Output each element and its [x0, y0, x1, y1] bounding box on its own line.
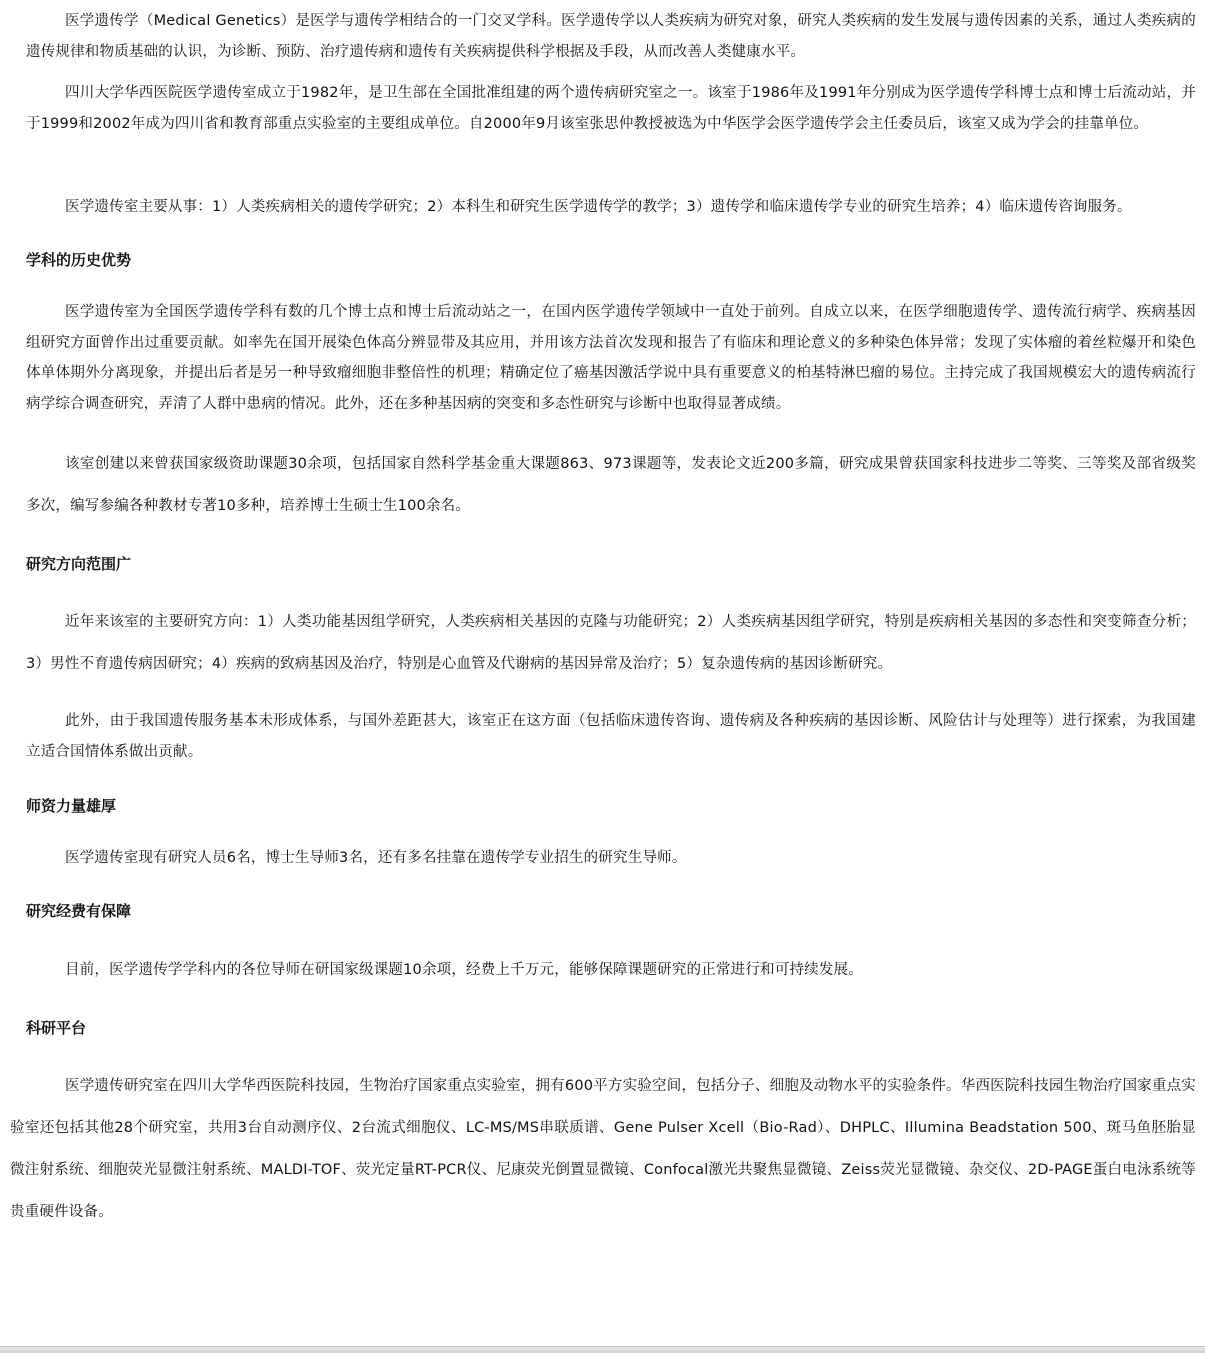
platform-paragraph-1 [10, 1065, 1196, 1233]
intro-text-1: 医学遗传学（Medical Genetics）是医学与遗传学相结合的一门交叉学科。医学遗传学以人类疾病为研究对象，研究人类疾病的发生发展与遗传因素的关系，通过人类疾病的遗传规律和物质基础的认识，为诊断、预防、治疗遗传病和遗传有关疾病提供科学根据及手段，从而改善人类健康水平。 [26, 13, 1196, 60]
history-text-2: 该室创建以来曾获国家级资助课题30余项，包括国家自然科学基金重大课题863、973课题等，发表论文近200多篇，研究成果曾获国家科技进步二等奖、三等奖及部省级奖多次，编写参编各种教材专著10多种，培养博士生硕士生100余名。 [26, 456, 1196, 514]
intro-paragraph-1 [26, 6, 1196, 67]
history-heading: 学科的历史优势 [26, 251, 132, 269]
history-paragraph-1 [26, 297, 1196, 419]
history-text-1: 医学遗传室为全国医学遗传学科有数的几个博士点和博士后流动站之一，在国内医学遗传学领域中一直处于前列。自成立以来，在医学细胞遗传学、遗传流行病学、疾病基因组研究方面曾作出过重要贡献。如率先在国开展染色体高分辨显带及其应用，并用该方法首次发现和报告了有临床和理论意义的多种染色体异常；发现了实体瘤的着丝粒爆开和染色体单体期外分离现象，并提出后者是另一种导致瘤细胞非整倍性的机理；精确定位了癌基因激活学说中具有重要意义的柏基特淋巴瘤的易位。主持完成了我国规模宏大的遗传病流行病学综合调查研究，弄清了人群中患病的情况。此外，还在多种基因病的突变和多态性研究与诊断中也取得显著成绩。 [26, 304, 1196, 412]
platform-heading: 科研平台 [26, 1019, 87, 1037]
history-section-heading [26, 250, 1196, 270]
research-text-2: 此外，由于我国遗传服务基本未形成体系，与国外差距甚大，该室正在这方面（包括临床遗传咨询、遗传病及各种疾病的基因诊断、风险估计与处理等）进行探索，为我国建立适合国情体系做出贡献。 [26, 713, 1196, 760]
research-paragraph-1 [26, 601, 1196, 685]
faculty-section-heading [26, 796, 1196, 816]
faculty-heading: 师资力量雄厚 [26, 797, 117, 815]
platform-section-heading [26, 1018, 1196, 1038]
intro-text-2: 四川大学华西医院医学遗传室成立于1982年，是卫生部在全国批准组建的两个遗传病研究室之一。该室于1986年及1991年分别成为医学遗传学科博士点和博士后流动站，并于1999和2002年成为四川省和教育部重点实验室的主要组成单位。自2000年9月该室张思仲教授被选为中华医学会医学遗传学会主任委员后，该室又成为学会的挂靠单位。 [26, 85, 1196, 132]
research-paragraph-2 [26, 706, 1196, 767]
faculty-paragraph-1 [26, 843, 1196, 874]
bottom-divider [0, 1346, 1205, 1353]
funding-text-1: 目前，医学遗传学学科内的各位导师在研国家级课题10余项，经费上千万元，能够保障课题研究的正常进行和可持续发展。 [65, 962, 863, 978]
intro-paragraph-3 [26, 192, 1196, 223]
history-paragraph-2 [26, 443, 1196, 527]
funding-paragraph-1 [26, 955, 1196, 986]
faculty-text-1: 医学遗传室现有研究人员6名，博士生导师3名，还有多名挂靠在遗传学专业招生的研究生导师。 [65, 850, 687, 866]
funding-section-heading [26, 901, 1196, 921]
research-text-1: 近年来该室的主要研究方向：1）人类功能基因组学研究，人类疾病相关基因的克隆与功能研究；2）人类疾病基因组学研究，特别是疾病相关基因的多态性和突变筛查分析；3）男性不育遗传病因研究；4）疾病的致病基因及治疗，特别是心血管及代谢病的基因异常及治疗；5）复杂遗传病的基因诊断研究。 [26, 614, 1196, 672]
platform-text-1: 医学遗传研究室在四川大学华西医院科技园，生物治疗国家重点实验室，拥有600平方实验空间，包括分子、细胞及动物水平的实验条件。华西医院科技园生物治疗国家重点实验室还包括其他28个研究室，共用3台自动测序仪、2台流式细胞仪、LC-MS/MS串联质谱、Gene Pulser Xcell（Bio-Rad）、DHPLC、Illumina Beadstation 500、斑马鱼胚胎显微注射系统、细胞荧光显微注射系统、MALDI-TOF、荧光定量RT-PCR仪、尼康荧光倒置显微镜、Confocal激光共聚焦显微镜、Zeiss荧光显微镜、杂交仪、2D-PAGE蛋白电泳系统等贵重硬件设备。 [10, 1078, 1196, 1220]
research-section-heading [26, 554, 1196, 574]
intro-text-3: 医学遗传室主要从事：1）人类疾病相关的遗传学研究；2）本科生和研究生医学遗传学的教学；3）遗传学和临床遗传学专业的研究生培养；4）临床遗传咨询服务。 [65, 199, 1132, 215]
intro-paragraph-2 [26, 78, 1196, 139]
research-heading: 研究方向范围广 [26, 555, 132, 573]
funding-heading: 研究经费有保障 [26, 902, 132, 920]
